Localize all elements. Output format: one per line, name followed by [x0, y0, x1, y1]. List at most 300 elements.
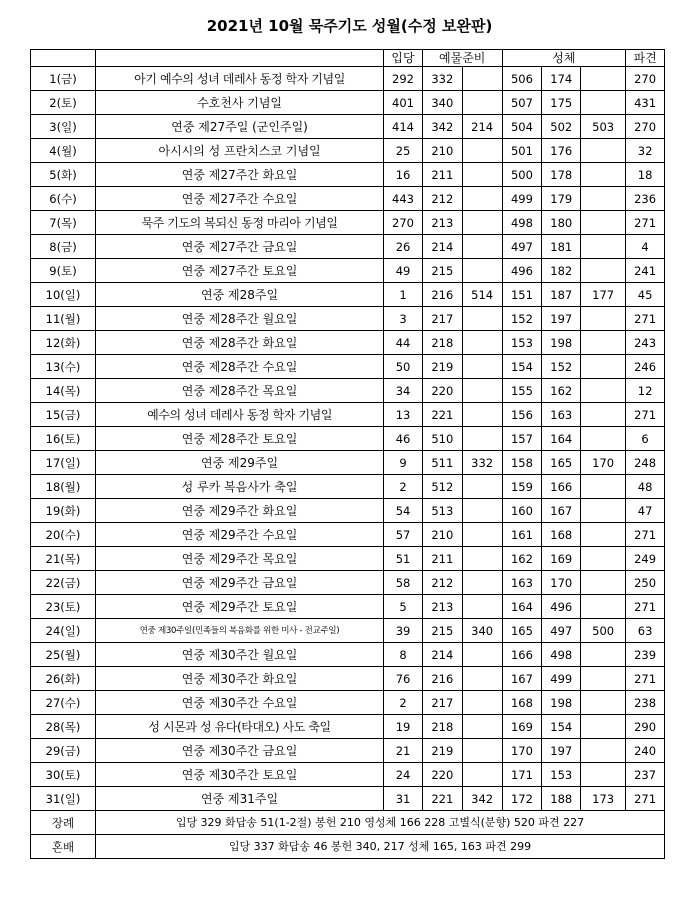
date-cell: 28(목): [31, 715, 96, 739]
table-row: [31, 787, 665, 811]
hymn-number-cell: [462, 739, 502, 763]
hymn-number-cell: [462, 667, 502, 691]
hymn-number-cell: 248: [626, 451, 665, 475]
table-row: [31, 115, 665, 139]
hymn-number-cell: [462, 523, 502, 547]
hymn-number-cell: [581, 595, 626, 619]
hymn-number-cell: 500: [581, 619, 626, 643]
hymn-number-cell: 217: [422, 307, 462, 331]
celebration-name-cell: 성 시몬과 성 유다(타대오) 사도 축일: [95, 715, 383, 739]
hymn-number-cell: 153: [542, 763, 581, 787]
hymn-number-cell: 340: [422, 91, 462, 115]
hymn-number-cell: 271: [626, 787, 665, 811]
table-row: [31, 139, 665, 163]
hymn-number-cell: 34: [384, 379, 423, 403]
hymn-number-cell: 502: [542, 115, 581, 139]
hymn-number-cell: [581, 643, 626, 667]
hymn-number-cell: 51: [384, 547, 423, 571]
table-row: [31, 259, 665, 283]
celebration-name-cell: 연중 제30주간 수요일: [95, 691, 383, 715]
date-cell: 8(금): [31, 235, 96, 259]
hymn-number-cell: 21: [384, 739, 423, 763]
date-cell: 29(금): [31, 739, 96, 763]
date-cell: 11(월): [31, 307, 96, 331]
hymn-number-cell: 511: [422, 451, 462, 475]
hymn-number-cell: 220: [422, 379, 462, 403]
hymn-number-cell: 240: [626, 739, 665, 763]
table-row: [31, 187, 665, 211]
hymn-number-cell: [462, 715, 502, 739]
date-cell: 9(토): [31, 259, 96, 283]
date-cell: 19(화): [31, 499, 96, 523]
date-cell: 14(목): [31, 379, 96, 403]
date-cell: 1(금): [31, 67, 96, 91]
hymn-number-cell: 497: [502, 235, 542, 259]
table-row: [31, 667, 665, 691]
hymn-number-cell: 18: [626, 163, 665, 187]
hymn-number-cell: 168: [502, 691, 542, 715]
hymn-number-cell: 431: [626, 91, 665, 115]
date-cell: 18(월): [31, 475, 96, 499]
hymn-number-cell: 497: [542, 619, 581, 643]
hymn-number-cell: 500: [502, 163, 542, 187]
page-title: 2021년 10월 묵주기도 성월(수정 보완판): [206, 17, 493, 35]
celebration-name-cell: 연중 제28주일: [95, 283, 383, 307]
hymn-number-cell: 215: [422, 619, 462, 643]
hymn-number-cell: 507: [502, 91, 542, 115]
celebration-name-cell: 연중 제27주간 수요일: [95, 187, 383, 211]
celebration-name-cell: 연중 제30주간 토요일: [95, 763, 383, 787]
celebration-name-cell: 연중 제29주간 수요일: [95, 523, 383, 547]
celebration-name-cell: 연중 제31주일: [95, 787, 383, 811]
hymn-number-cell: 219: [422, 739, 462, 763]
celebration-name-cell: 연중 제28주간 월요일: [95, 307, 383, 331]
table-row: [31, 715, 665, 739]
table-row: [31, 619, 665, 643]
hymn-number-cell: 216: [422, 283, 462, 307]
hymn-number-cell: 342: [422, 115, 462, 139]
date-cell: 5(화): [31, 163, 96, 187]
hymn-number-cell: [581, 427, 626, 451]
hymn-number-cell: 166: [542, 475, 581, 499]
table-row: [31, 643, 665, 667]
hymn-number-cell: 340: [462, 619, 502, 643]
hymn-number-cell: 332: [462, 451, 502, 475]
table-row: [31, 499, 665, 523]
hymn-number-cell: 165: [542, 451, 581, 475]
table-row: [31, 163, 665, 187]
date-cell: 25(월): [31, 643, 96, 667]
hymn-number-cell: [462, 139, 502, 163]
hymn-number-cell: 44: [384, 331, 423, 355]
hymn-number-cell: [581, 667, 626, 691]
hymn-number-cell: 236: [626, 187, 665, 211]
footer-text: 입당 329 화답송 51(1-2절) 봉헌 210 영성체 166 228 고별식(분향) 520 파견 227: [95, 811, 664, 835]
hymn-number-cell: 6: [626, 427, 665, 451]
hymn-number-cell: 499: [502, 187, 542, 211]
hymn-number-cell: [581, 379, 626, 403]
hymn-number-cell: 218: [422, 331, 462, 355]
celebration-name-cell: 연중 제27주간 화요일: [95, 163, 383, 187]
hymn-number-cell: [581, 91, 626, 115]
table-row: [31, 211, 665, 235]
hymn-number-cell: 166: [502, 643, 542, 667]
hymn-number-cell: 496: [502, 259, 542, 283]
hymn-number-cell: 170: [581, 451, 626, 475]
hymn-number-cell: 414: [384, 115, 423, 139]
hymn-number-cell: 270: [626, 115, 665, 139]
table-row: [31, 547, 665, 571]
date-cell: 15(금): [31, 403, 96, 427]
hymn-number-cell: [581, 571, 626, 595]
hymn-number-cell: 504: [502, 115, 542, 139]
table-row: [31, 283, 665, 307]
hymn-number-cell: 25: [384, 139, 423, 163]
hymn-number-cell: 210: [422, 139, 462, 163]
celebration-name-cell: 묵주 기도의 복되신 동정 마리아 기념일: [95, 211, 383, 235]
hymn-number-cell: [462, 763, 502, 787]
hymn-number-cell: [462, 499, 502, 523]
celebration-name-cell: 아기 예수의 성녀 데레사 동정 학자 기념일: [95, 67, 383, 91]
hymn-number-cell: 498: [542, 643, 581, 667]
footer-text: 입당 337 화답송 46 봉헌 340, 217 성체 165, 163 파견 299: [95, 835, 664, 859]
hymn-number-cell: 215: [422, 259, 462, 283]
hymn-number-cell: 48: [626, 475, 665, 499]
footer-row: [31, 835, 665, 859]
celebration-name-cell: 성 루카 복음사가 축일: [95, 475, 383, 499]
header-name: [95, 50, 383, 67]
celebration-name-cell: 연중 제28주간 수요일: [95, 355, 383, 379]
hymn-number-cell: 401: [384, 91, 423, 115]
hymn-number-cell: 270: [384, 211, 423, 235]
hymn-number-cell: 8: [384, 643, 423, 667]
hymn-number-cell: 271: [626, 523, 665, 547]
header-date: [31, 50, 96, 67]
hymn-number-cell: [581, 403, 626, 427]
hymn-number-cell: [462, 307, 502, 331]
date-cell: 7(목): [31, 211, 96, 235]
hymn-number-cell: 26: [384, 235, 423, 259]
hymn-number-cell: 214: [422, 643, 462, 667]
hymn-number-cell: 1: [384, 283, 423, 307]
hymn-number-cell: [581, 499, 626, 523]
hymn-number-cell: 155: [502, 379, 542, 403]
hymn-number-cell: 170: [542, 571, 581, 595]
hymn-number-cell: 211: [422, 547, 462, 571]
hymn-number-cell: 513: [422, 499, 462, 523]
hymn-number-cell: 210: [422, 523, 462, 547]
hymn-number-cell: 170: [502, 739, 542, 763]
hymn-schedule-table: [30, 49, 665, 859]
hymn-number-cell: [462, 691, 502, 715]
hymn-number-cell: 501: [502, 139, 542, 163]
hymn-number-cell: 173: [581, 787, 626, 811]
hymn-number-cell: 179: [542, 187, 581, 211]
date-cell: 30(토): [31, 763, 96, 787]
header-dismissal: 파견: [626, 50, 665, 67]
table-row: [31, 403, 665, 427]
hymn-number-cell: 3: [384, 307, 423, 331]
hymn-number-cell: [462, 355, 502, 379]
hymn-number-cell: 213: [422, 211, 462, 235]
hymn-number-cell: [462, 595, 502, 619]
hymn-number-cell: 162: [542, 379, 581, 403]
date-cell: 6(수): [31, 187, 96, 211]
date-cell: 4(월): [31, 139, 96, 163]
hymn-number-cell: [581, 715, 626, 739]
hymn-number-cell: 168: [542, 523, 581, 547]
footer-row: [31, 811, 665, 835]
date-cell: 23(토): [31, 595, 96, 619]
hymn-number-cell: 332: [422, 67, 462, 91]
celebration-name-cell: 연중 제29주간 토요일: [95, 595, 383, 619]
hymn-number-cell: [581, 475, 626, 499]
celebration-name-cell: 연중 제27주일 (군인주일): [95, 115, 383, 139]
hymn-number-cell: 270: [626, 67, 665, 91]
hymn-number-cell: 271: [626, 595, 665, 619]
table-row: [31, 379, 665, 403]
hymn-number-cell: 271: [626, 403, 665, 427]
hymn-number-cell: 163: [502, 571, 542, 595]
table-row: [31, 523, 665, 547]
date-cell: 13(수): [31, 355, 96, 379]
celebration-name-cell: 연중 제27주간 토요일: [95, 259, 383, 283]
hymn-number-cell: 164: [542, 427, 581, 451]
hymn-number-cell: [462, 235, 502, 259]
date-cell: 21(목): [31, 547, 96, 571]
hymn-number-cell: [581, 307, 626, 331]
hymn-number-cell: 175: [542, 91, 581, 115]
hymn-number-cell: [581, 763, 626, 787]
hymn-number-cell: [462, 475, 502, 499]
hymn-number-cell: 159: [502, 475, 542, 499]
hymn-number-cell: 50: [384, 355, 423, 379]
hymn-number-cell: 506: [502, 67, 542, 91]
hymn-number-cell: 154: [542, 715, 581, 739]
hymn-number-cell: 162: [502, 547, 542, 571]
hymn-number-cell: 212: [422, 571, 462, 595]
celebration-name-cell: 연중 제28주간 화요일: [95, 331, 383, 355]
hymn-number-cell: [462, 643, 502, 667]
hymn-number-cell: [462, 259, 502, 283]
hymn-number-cell: 180: [542, 211, 581, 235]
hymn-number-cell: 9: [384, 451, 423, 475]
hymn-number-cell: 443: [384, 187, 423, 211]
celebration-name-cell: 연중 제29주간 금요일: [95, 571, 383, 595]
footer-label: 장례: [31, 811, 96, 835]
hymn-number-cell: [581, 739, 626, 763]
hymn-number-cell: 512: [422, 475, 462, 499]
hymn-number-cell: 172: [502, 787, 542, 811]
celebration-name-cell: 연중 제30주간 화요일: [95, 667, 383, 691]
date-cell: 20(수): [31, 523, 96, 547]
hymn-number-cell: [462, 187, 502, 211]
hymn-number-cell: 76: [384, 667, 423, 691]
hymn-number-cell: [581, 355, 626, 379]
hymn-number-cell: 499: [542, 667, 581, 691]
hymn-number-cell: 5: [384, 595, 423, 619]
hymn-number-cell: 151: [502, 283, 542, 307]
hymn-number-cell: 188: [542, 787, 581, 811]
date-cell: 22(금): [31, 571, 96, 595]
hymn-number-cell: 161: [502, 523, 542, 547]
hymn-number-cell: 221: [422, 787, 462, 811]
hymn-number-cell: 239: [626, 643, 665, 667]
celebration-name-cell: 연중 제28주간 토요일: [95, 427, 383, 451]
hymn-number-cell: 164: [502, 595, 542, 619]
header-communion: 성체: [502, 50, 626, 67]
hymn-number-cell: 49: [384, 259, 423, 283]
celebration-name-cell: 연중 제30주간 금요일: [95, 739, 383, 763]
hymn-number-cell: 503: [581, 115, 626, 139]
hymn-number-cell: 198: [542, 331, 581, 355]
hymn-number-cell: 250: [626, 571, 665, 595]
hymn-number-cell: 178: [542, 163, 581, 187]
table-row: [31, 331, 665, 355]
hymn-number-cell: [581, 211, 626, 235]
hymn-number-cell: 47: [626, 499, 665, 523]
date-cell: 10(일): [31, 283, 96, 307]
table-row: [31, 691, 665, 715]
hymn-number-cell: 176: [542, 139, 581, 163]
hymn-number-cell: 182: [542, 259, 581, 283]
footer-label: 혼배: [31, 835, 96, 859]
table-row: [31, 595, 665, 619]
hymn-number-cell: 46: [384, 427, 423, 451]
hymn-number-cell: 216: [422, 667, 462, 691]
hymn-number-cell: [462, 403, 502, 427]
hymn-number-cell: 152: [502, 307, 542, 331]
hymn-number-cell: [462, 211, 502, 235]
hymn-number-cell: [462, 91, 502, 115]
hymn-number-cell: 498: [502, 211, 542, 235]
hymn-number-cell: 243: [626, 331, 665, 355]
celebration-name-cell: 연중 제29주간 화요일: [95, 499, 383, 523]
table-row: [31, 451, 665, 475]
table-row: [31, 571, 665, 595]
hymn-number-cell: 271: [626, 307, 665, 331]
hymn-number-cell: 158: [502, 451, 542, 475]
hymn-number-cell: [462, 331, 502, 355]
celebration-name-cell: 연중 제27주간 금요일: [95, 235, 383, 259]
hymn-number-cell: [581, 547, 626, 571]
hymn-number-cell: 214: [462, 115, 502, 139]
hymn-number-cell: 154: [502, 355, 542, 379]
hymn-number-cell: [581, 163, 626, 187]
hymn-number-cell: 169: [542, 547, 581, 571]
hymn-number-cell: 290: [626, 715, 665, 739]
hymn-number-cell: 496: [542, 595, 581, 619]
celebration-name-cell: 연중 제30주간 월요일: [95, 643, 383, 667]
hymn-number-cell: 238: [626, 691, 665, 715]
hymn-number-cell: 167: [542, 499, 581, 523]
celebration-name-cell: 예수의 성녀 데레사 동정 학자 기념일: [95, 403, 383, 427]
hymn-number-cell: 221: [422, 403, 462, 427]
hymn-number-cell: [581, 691, 626, 715]
celebration-name-cell: 연중 제29주일: [95, 451, 383, 475]
hymn-number-cell: 163: [542, 403, 581, 427]
hymn-number-cell: 152: [542, 355, 581, 379]
hymn-number-cell: 2: [384, 691, 423, 715]
hymn-number-cell: 271: [626, 211, 665, 235]
hymn-number-cell: 156: [502, 403, 542, 427]
hymn-number-cell: [581, 235, 626, 259]
header-entrance: 입당: [384, 50, 423, 67]
hymn-number-cell: 514: [462, 283, 502, 307]
celebration-name-cell: 연중 제30주일(민족들의 복음화를 위한 미사 - 전교주일): [95, 619, 383, 643]
hymn-number-cell: 510: [422, 427, 462, 451]
hymn-number-cell: 16: [384, 163, 423, 187]
hymn-number-cell: [462, 571, 502, 595]
date-cell: 31(일): [31, 787, 96, 811]
hymn-number-cell: 237: [626, 763, 665, 787]
hymn-number-cell: 292: [384, 67, 423, 91]
hymn-number-cell: 153: [502, 331, 542, 355]
hymn-number-cell: 211: [422, 163, 462, 187]
hymn-number-cell: [462, 67, 502, 91]
hymn-number-cell: 197: [542, 307, 581, 331]
header-offertory: 예물준비: [422, 50, 502, 67]
hymn-number-cell: [462, 163, 502, 187]
celebration-name-cell: 아시시의 성 프란치스코 기념일: [95, 139, 383, 163]
hymn-number-cell: [581, 67, 626, 91]
hymn-number-cell: 13: [384, 403, 423, 427]
date-cell: 16(토): [31, 427, 96, 451]
celebration-name-cell: 수호천사 기념일: [95, 91, 383, 115]
table-row: [31, 475, 665, 499]
hymn-number-cell: [581, 523, 626, 547]
table-row: [31, 427, 665, 451]
hymn-number-cell: 167: [502, 667, 542, 691]
hymn-number-cell: 246: [626, 355, 665, 379]
hymn-number-cell: 45: [626, 283, 665, 307]
hymn-number-cell: 271: [626, 667, 665, 691]
hymn-number-cell: 220: [422, 763, 462, 787]
hymn-number-cell: 57: [384, 523, 423, 547]
table-row: [31, 739, 665, 763]
table-row: [31, 763, 665, 787]
table-row: [31, 67, 665, 91]
hymn-number-cell: 218: [422, 715, 462, 739]
hymn-number-cell: 171: [502, 763, 542, 787]
hymn-number-cell: 31: [384, 787, 423, 811]
hymn-number-cell: 249: [626, 547, 665, 571]
hymn-number-cell: 32: [626, 139, 665, 163]
hymn-number-cell: 187: [542, 283, 581, 307]
hymn-number-cell: 160: [502, 499, 542, 523]
hymn-number-cell: 198: [542, 691, 581, 715]
date-cell: 3(일): [31, 115, 96, 139]
hymn-number-cell: 24: [384, 763, 423, 787]
hymn-number-cell: [581, 139, 626, 163]
hymn-number-cell: [581, 187, 626, 211]
hymn-number-cell: 219: [422, 355, 462, 379]
hymn-number-cell: 214: [422, 235, 462, 259]
hymn-number-cell: 212: [422, 187, 462, 211]
hymn-number-cell: 2: [384, 475, 423, 499]
date-cell: 17(일): [31, 451, 96, 475]
hymn-number-cell: 19: [384, 715, 423, 739]
hymn-number-cell: 177: [581, 283, 626, 307]
date-cell: 12(화): [31, 331, 96, 355]
table-row: [31, 307, 665, 331]
hymn-number-cell: 12: [626, 379, 665, 403]
date-cell: 24(일): [31, 619, 96, 643]
hymn-number-cell: 342: [462, 787, 502, 811]
celebration-name-cell: 연중 제28주간 목요일: [95, 379, 383, 403]
hymn-number-cell: 63: [626, 619, 665, 643]
date-cell: 26(화): [31, 667, 96, 691]
